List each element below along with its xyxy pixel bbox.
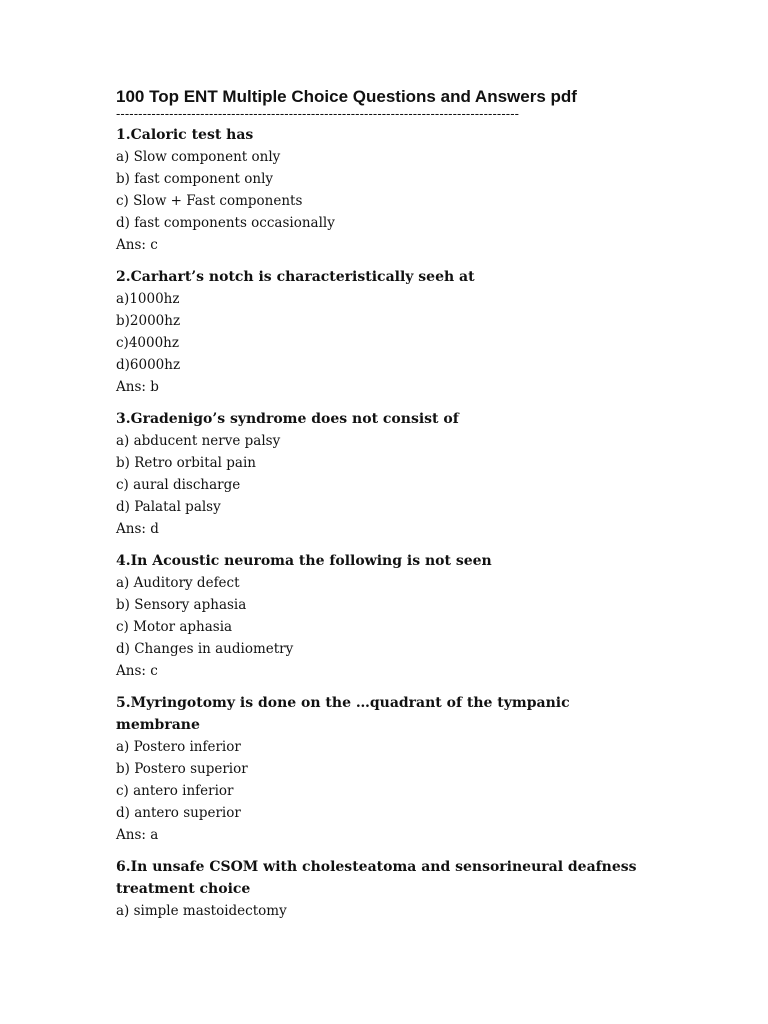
option-a: a) Slow component only xyxy=(116,149,281,165)
question-6 xyxy=(116,856,716,922)
option-a: a) simple mastoidectomy xyxy=(116,903,287,919)
option-c: c) aural discharge xyxy=(116,477,241,493)
option-b: b) Postero superior xyxy=(116,761,248,777)
answer-text: Ans: a xyxy=(116,827,159,843)
question-text: 3.Gradenigo’s syndrome does not consist of xyxy=(116,411,459,427)
option-d: d) antero superior xyxy=(116,805,241,821)
question-text: 2.Carhart’s notch is characteristically seeh at xyxy=(116,269,475,285)
option-a: a) Auditory defect xyxy=(116,575,240,591)
separator-line: ------------------------------------------------------------------------------------------- xyxy=(116,108,520,121)
option-b: b)2000hz xyxy=(116,313,181,329)
question-text: 5.Myringotomy is done on the …quadrant of the tympanic membrane xyxy=(116,695,570,733)
question-2 xyxy=(116,266,716,398)
answer-text: Ans: d xyxy=(116,521,159,537)
document-page xyxy=(116,86,716,932)
option-c: c) Motor aphasia xyxy=(116,619,233,635)
option-d: d) fast components occasionally xyxy=(116,215,335,231)
option-c: c)4000hz xyxy=(116,335,179,351)
option-d: d)6000hz xyxy=(116,357,181,373)
question-4 xyxy=(116,550,716,682)
option-b: b) Retro orbital pain xyxy=(116,455,256,471)
option-c: c) Slow + Fast components xyxy=(116,193,303,209)
question-text: 4.In Acoustic neuroma the following is not seen xyxy=(116,553,492,569)
question-3 xyxy=(116,408,716,540)
option-d: d) Changes in audiometry xyxy=(116,641,294,657)
option-b: b) Sensory aphasia xyxy=(116,597,247,613)
question-text: 6.In unsafe CSOM with cholesteatoma and sensorineural deafness treatment choice xyxy=(116,859,637,897)
answer-text: Ans: c xyxy=(116,237,158,253)
question-1 xyxy=(116,124,716,256)
option-a: a) Postero inferior xyxy=(116,739,241,755)
option-c: c) antero inferior xyxy=(116,783,234,799)
option-d: d) Palatal palsy xyxy=(116,499,221,515)
option-a: a)1000hz xyxy=(116,291,180,307)
answer-text: Ans: b xyxy=(116,379,159,395)
question-text: 1.Caloric test has xyxy=(116,127,254,143)
option-a: a) abducent nerve palsy xyxy=(116,433,281,449)
answer-text: Ans: c xyxy=(116,663,158,679)
question-5 xyxy=(116,692,716,846)
option-b: b) fast component only xyxy=(116,171,274,187)
document-title: 100 Top ENT Multiple Choice Questions and Answers pdf xyxy=(116,87,577,106)
